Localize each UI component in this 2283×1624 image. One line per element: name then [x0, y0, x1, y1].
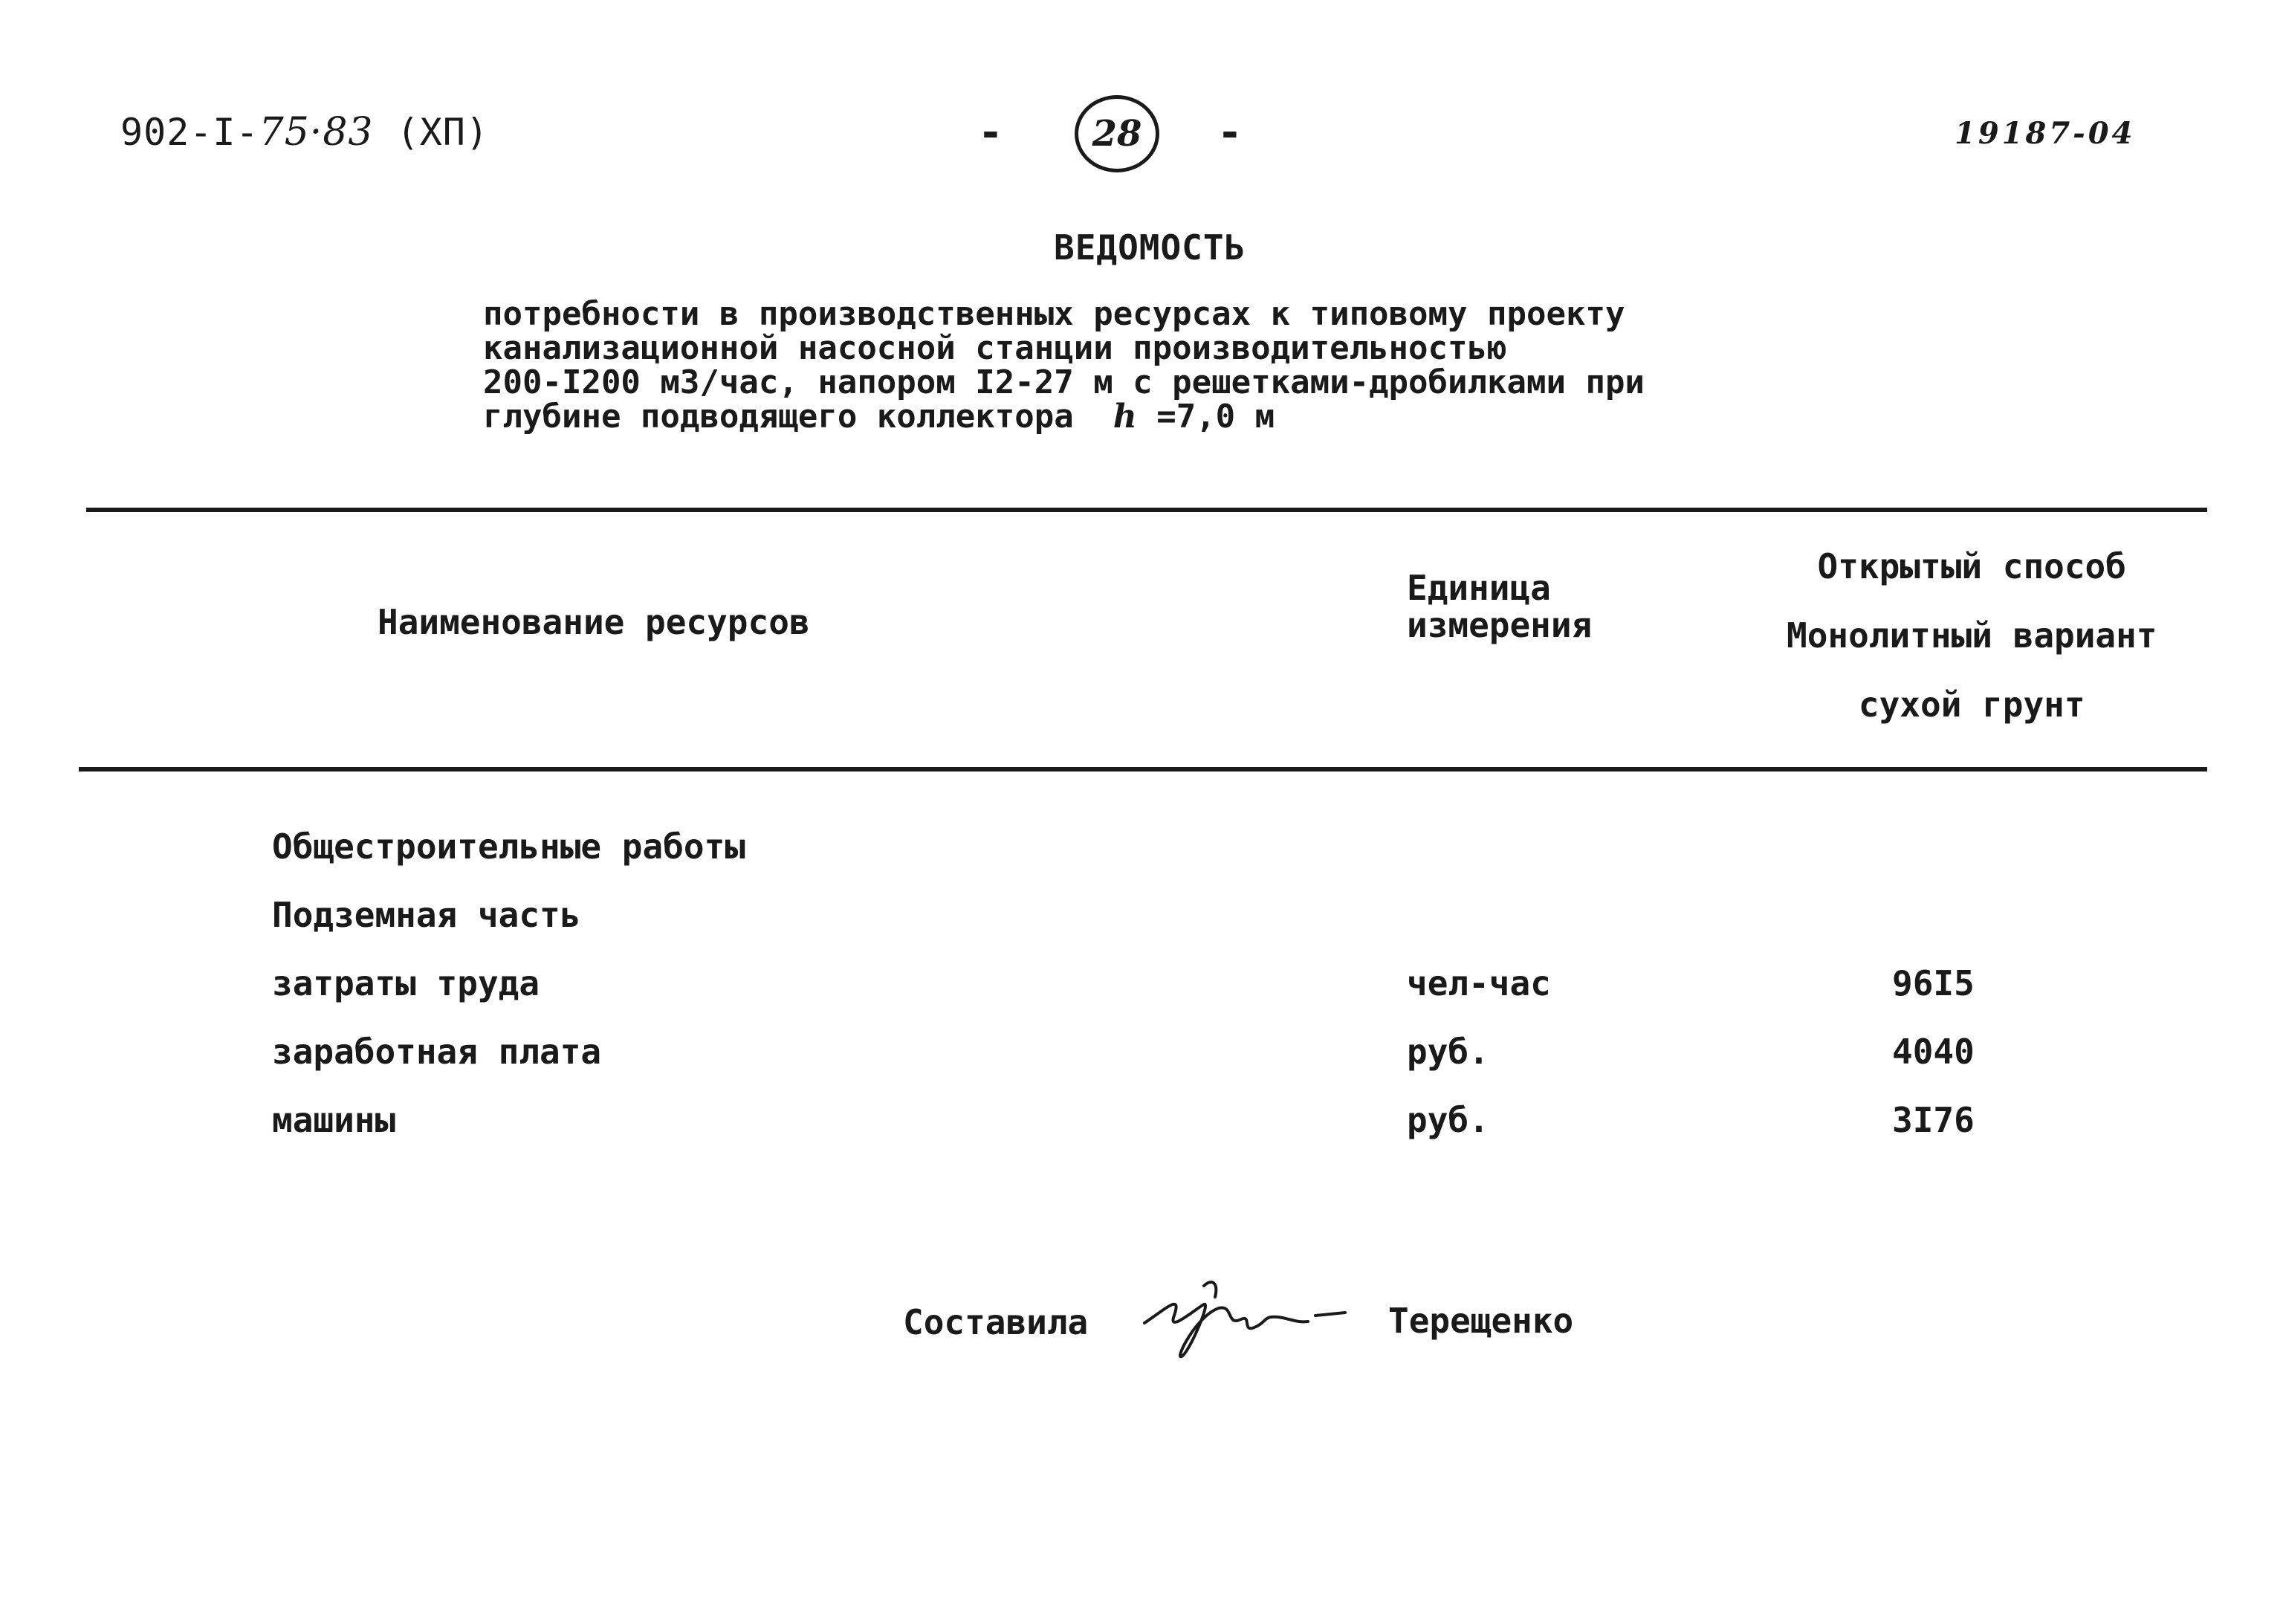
table-row	[0, 826, 2283, 886]
header-method-line-3: сухой грунт	[1858, 685, 2085, 725]
table-top-rule	[86, 508, 2207, 512]
row-name: Общестроительные работы	[272, 826, 745, 867]
header-unit	[1407, 569, 1592, 644]
document-subtitle	[483, 297, 1645, 434]
signature-icon	[1130, 1264, 1353, 1375]
composed-by-label: Составила	[903, 1302, 1089, 1342]
table-row	[0, 963, 2283, 1023]
depth-value: =7,0 м	[1156, 398, 1275, 436]
page-number: 28	[1075, 95, 1159, 172]
subtitle-line-1: потребности в производственных ресурсах к типовому проекту	[483, 295, 1625, 333]
row-value: 3I76	[1892, 1100, 1975, 1140]
table-row	[0, 895, 2283, 954]
header-method-line-2: Монолитный вариант	[1787, 615, 2157, 656]
row-value: 4040	[1892, 1032, 1975, 1072]
document-code-suffix: (XП)	[373, 111, 490, 154]
document-code-handwritten: 75·83	[259, 110, 374, 155]
page-dash-right: -	[1217, 109, 1243, 157]
row-name: Подземная часть	[272, 895, 581, 935]
header-method-line-1: Открытый способ	[1817, 546, 2126, 586]
row-unit: руб.	[1407, 1100, 1489, 1140]
table-header-bottom-rule	[79, 767, 2207, 771]
header-method-column	[1787, 532, 2157, 740]
page-dash-left: -	[978, 109, 1003, 157]
header-unit-line-1: Единица	[1407, 568, 1551, 608]
document-title: ВЕДОМОСТЬ	[1054, 227, 1246, 268]
document-code-prefix: 902-I-	[120, 111, 259, 154]
subtitle-line-3: 200-I200 м3/час, напором I2-27 м с решетками-дробилками при	[483, 363, 1645, 401]
row-name: машины	[272, 1100, 396, 1140]
subtitle-line-4	[483, 400, 1645, 434]
row-unit: чел-час	[1407, 963, 1551, 1003]
document-code	[120, 110, 489, 155]
table-row	[0, 1100, 2283, 1159]
subtitle-line-2: канализационной насосной станции производительностью	[483, 329, 1507, 367]
archive-number: 19187-04	[1955, 116, 2136, 151]
row-unit: руб.	[1407, 1032, 1489, 1072]
subtitle-line-4-text: глубине подводящего коллектора	[483, 398, 1074, 436]
signer-name: Терещенко	[1388, 1301, 1574, 1341]
table-row	[0, 1032, 2283, 1091]
depth-variable: h	[1113, 398, 1137, 436]
row-name: затраты труда	[272, 963, 540, 1003]
header-unit-line-2: измерения	[1407, 605, 1593, 645]
header-resource-name: Наименование ресурсов	[378, 602, 810, 642]
row-name: заработная плата	[272, 1032, 602, 1072]
row-value: 96I5	[1892, 963, 1975, 1003]
